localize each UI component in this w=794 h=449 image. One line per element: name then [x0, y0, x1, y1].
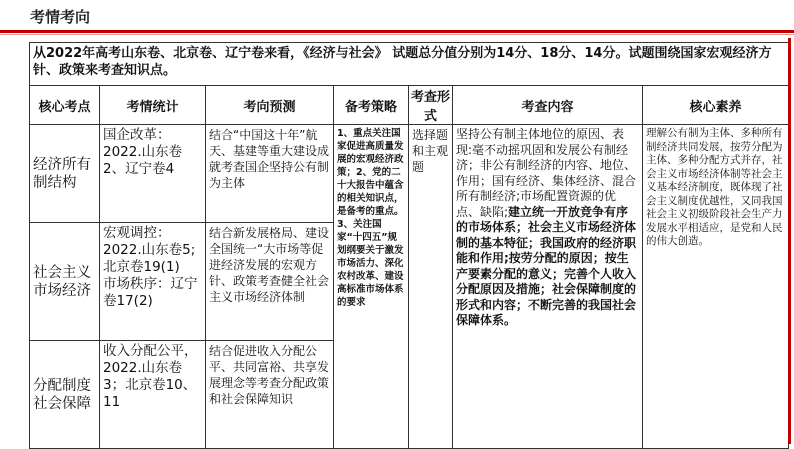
column-header: 考情统计	[100, 86, 206, 125]
content-part-2: 建立统一开放竞争有序的市场体系；社会主义市场经济体制的基本特征；我国政府的经济职能和作用;按劳分配的原因；按生产要素分配的意义；完善个人收入分配原因及措施；社会保障制度的形式和内容；不断完善的我国社会保障体系。	[456, 204, 637, 327]
exam-stat: 国企改革：2022.山东卷2、辽宁卷4	[100, 125, 206, 223]
exam-stat-line: 宏观调控：2022.山东卷5;北京卷19(1)	[103, 225, 196, 275]
study-strategy: 1、重点关注国家促进高质量发展的宏观经济政策；2、党的二十大报告中蕴含的相关知识点，是备考的重点。3、关注国家“十四五”规划纲要关于激发市场活力、深化农村改革、建设高标准市场体系的要求	[334, 125, 409, 449]
exam-content	[453, 125, 643, 449]
top-bar	[0, 0, 794, 34]
core-topic: 经济所有制结构	[30, 125, 100, 223]
column-header: 核心考点	[30, 86, 100, 125]
trend-prediction: 结合新发展格局、建设全国统一“大市场等促进经济发展的宏观方针、政策考查健全社会主义市场经济体制	[206, 223, 334, 341]
title-underline	[0, 30, 794, 33]
column-header: 核心素养	[643, 86, 789, 125]
right-accent-bar	[788, 38, 791, 444]
core-literacy: 理解公有制为主体、多种所有制经济共同发展，按劳分配为主体、多种分配方式并存，社会主义市场经济体制等社会主义基本经济制度，既体现了社会主义制度优越性，又同我国社会主义初级阶段社会生产力发展水平相适应，是党和人民的伟大创造。	[643, 125, 789, 449]
column-header: 考查内容	[453, 86, 643, 125]
core-topic: 分配制度 社会保障	[30, 341, 100, 449]
table-header-row	[30, 86, 789, 125]
title-underline-thin	[0, 34, 794, 35]
column-header: 备考策略	[334, 86, 409, 125]
core-topic: 社会主义市场经济	[30, 223, 100, 341]
exam-stat-line: 市场秩序：辽宁卷17(2)	[103, 276, 198, 309]
exam-form: 选择题和主观题	[409, 125, 453, 449]
trend-prediction: 结合促进收入分配公平、共同富裕、共享发展理念等考查分配政策和社会保障知识	[206, 341, 334, 449]
intro-text: 从2022年高考山东卷、北京卷、辽宁卷来看，《经济与社会》 试题总分值分别为14分、18分、14分。试题围绕国家宏观经济方针、政策来考查知识点。	[30, 43, 789, 86]
column-header: 考向预测	[206, 86, 334, 125]
page-title: 考情考向	[30, 8, 91, 26]
column-header: 考查形式	[409, 86, 453, 125]
table-row	[30, 125, 789, 223]
content-part-1: 坚持公有制主体地位的原因、表现:毫不动摇巩固和发展公有制经济；非公有制经济的内容、地位、作用；国有经济、集体经济、混合所有制经济;市场配置资源的优点、缺陷;	[456, 127, 637, 219]
exam-stat	[100, 223, 206, 341]
trend-prediction: 结合“中国这十年”航天、基建等重大建设成就考查国企坚持公有制为主体	[206, 125, 334, 223]
exam-stat: 收入分配公平，2022.山东卷3；北京卷10、11	[100, 341, 206, 449]
exam-analysis-table	[29, 42, 789, 449]
